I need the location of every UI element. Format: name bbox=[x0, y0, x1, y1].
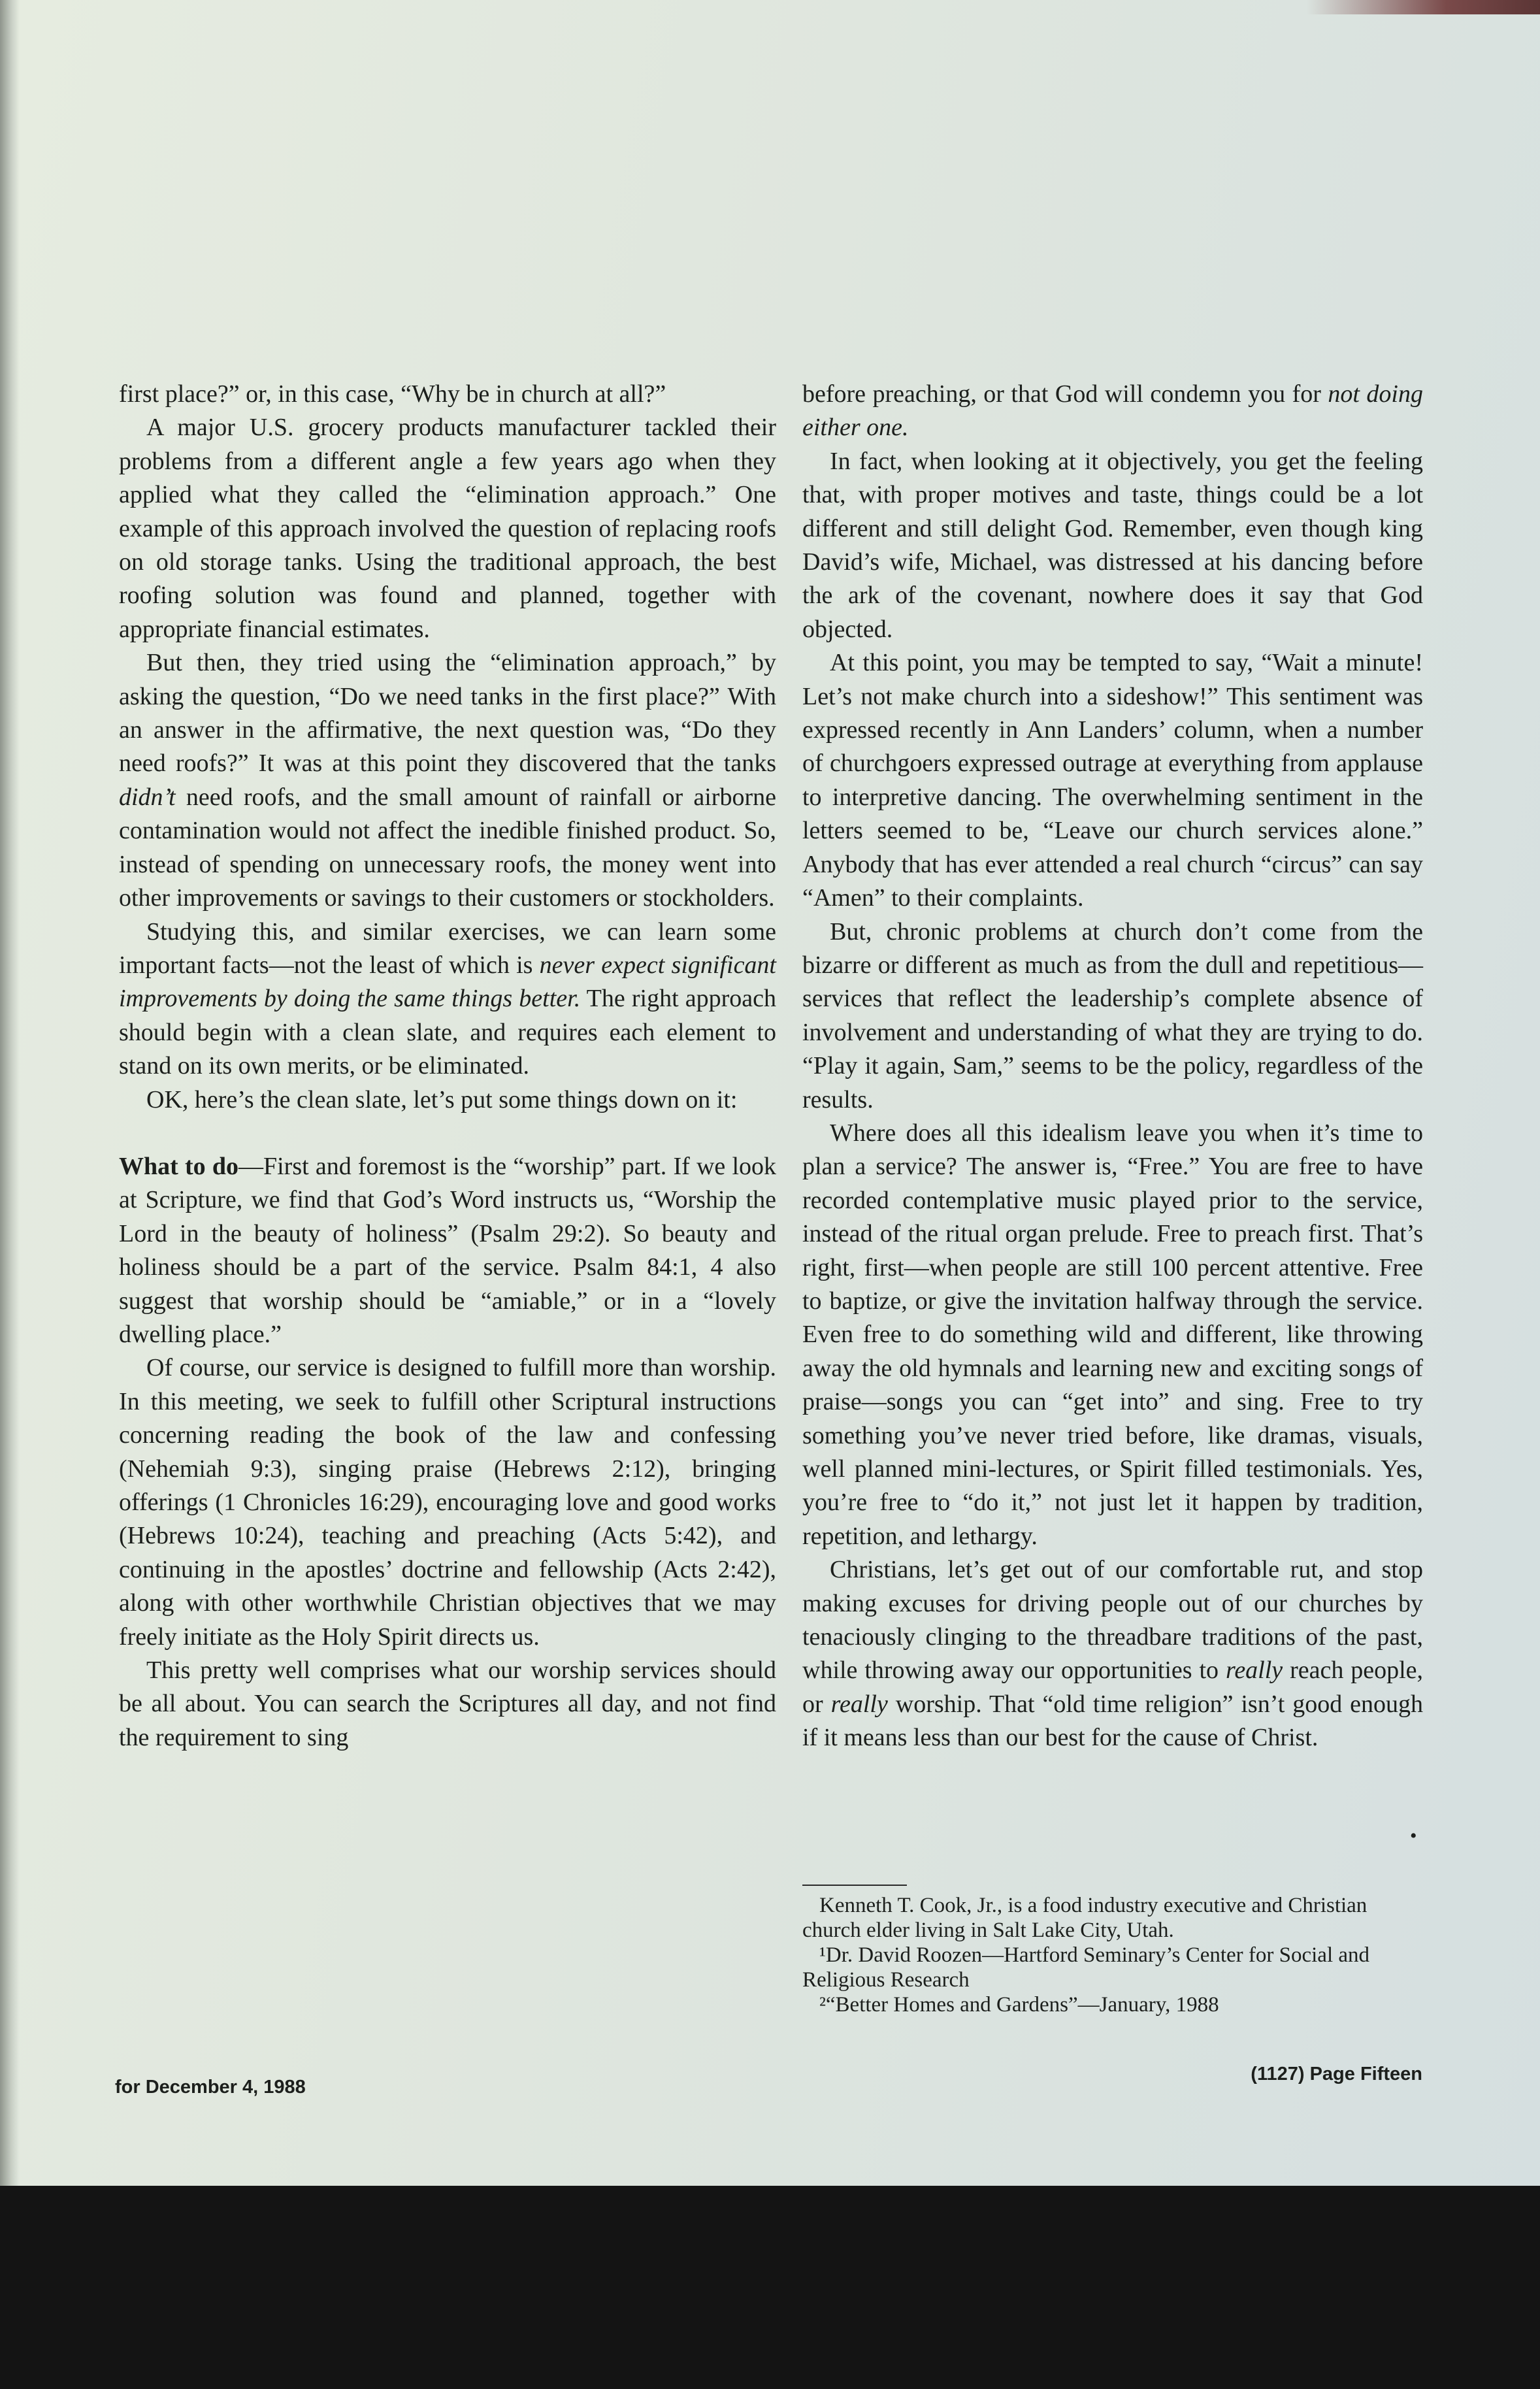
issue-date-folio: for December 4, 1988 bbox=[115, 2077, 306, 2098]
text-run: But then, they tried using the “elimination approach,” by asking the question, “Do we need tanks in the first place?” With an answer in the affirmative, the next question was, “Do they need roofs?” It was at this point they discovered that the tanks bbox=[119, 649, 776, 778]
paragraph: This pretty well comprises what our worship services should be all about. You can search the Scriptures all day, and not find the requirement to sing bbox=[119, 1656, 776, 1751]
end-of-article-mark: • bbox=[1410, 1825, 1417, 1847]
paragraph: But, chronic problems at church don’t come from the bizarre or different as much as from the dull and repetitious—services that reflect the leadership’s complete absence of involvement and understanding of what they are trying to do. “Play it again, Sam,” seems to be the policy, regardless of the results. bbox=[802, 917, 1423, 1113]
text-run: —First and foremost is the “worship” part. If we look at Scripture, we find that God’s Word instructs us, “Worship the Lord in the beauty of holiness” (Psalm 29:2). So beauty and holiness should be a part of the service. Psalm 84:1, 4 also suggest that worship should be “amiable,” or in a “lovely dwelling place.” bbox=[119, 1152, 777, 1348]
run-in-heading: What to do bbox=[119, 1152, 238, 1180]
text-run: worship. That “old time religion” isn’t good enough if it means less than our best for the cause of Christ. bbox=[802, 1690, 1423, 1752]
emphasis: not doing either one. bbox=[802, 380, 1423, 442]
footnotes bbox=[802, 1893, 1423, 2017]
paragraph: Where does all this idealism leave you when it’s time to plan a service? The answer is, “Free.” You are free to have recorded contemplative music played prior to the service, instead of the ritual organ prelude. Free to preach first. That’s right, first—when people are still 100 percent attentive. Free to baptize, or give the invitation halfway through the service. Even free to do something wild and different, like throwing away the old hymnals and learning new and exciting songs of praise—songs you can “get into” and sing. Free to try something you’ve never tried before, like dramas, visuals, well planned mini-lectures, or Spirit filled testimonials. Yes, you’re free to “do it,” not just let it happen by tradition, repetition, and lethargy. bbox=[802, 1119, 1423, 1550]
footnote-rule bbox=[802, 1885, 907, 1886]
footnote: ¹Dr. David Roozen—Hartford Seminary’s Center for Social and Religious Research bbox=[802, 1943, 1370, 1992]
paragraph: Of course, our service is designed to fulfill more than worship. In this meeting, we seek to fulfill other Scriptural instructions concerning reading the book of the law and confessing (Nehemiah 9:3), singing praise (Hebrews 2:12), bringing offerings (1 Chronicles 16:29), encouraging love and good works (Hebrews 10:24), teaching and preaching (Acts 5:42), and continuing in the apostles’ doctrine and fellowship (Acts 2:42), along with other worthwhile Christian objectives that we may freely initiate as the Holy Spirit directs us. bbox=[119, 1354, 776, 1651]
show-through-shadow bbox=[510, 163, 1490, 268]
footnote: ²“Better Homes and Gardens”—January, 1988 bbox=[819, 1993, 1219, 2017]
text-run: need roofs, and the small amount of rainfall or airborne contamination would not affect the inedible finished product. So, instead of spending on unnecessary roofs, the money went into other improvements or savings to their customers or stockholders. bbox=[119, 783, 776, 912]
text-run: reach people, or bbox=[802, 1656, 1424, 1718]
page-number-folio: (1127) Page Fifteen bbox=[1251, 2064, 1422, 2084]
emphasis: never expect significant improvements by doing the same things better. bbox=[119, 951, 776, 1013]
page-edge-strip bbox=[1307, 0, 1540, 14]
paragraph: OK, here’s the clean slate, let’s put some things down on it: bbox=[146, 1085, 738, 1113]
left-column bbox=[119, 378, 776, 1755]
paragraph bbox=[802, 378, 1423, 445]
paragraph: At this point, you may be tempted to say, “Wait a minute! Let’s not make church into a sideshow!” This sentiment was expressed recently in Ann Landers’ column, when a number of churchgoers expressed outrage at everything from applause to interpretive dancing. The overwhelming sentiment in the letters seemed to be, “Leave our church services alone.” Anybody that has ever attended a real church “circus” can say “Amen” to their complaints. bbox=[802, 649, 1423, 912]
paragraph: first place?” or, in this case, “Why be in church at all?” bbox=[119, 380, 666, 408]
right-column bbox=[802, 378, 1423, 1755]
emphasis: really bbox=[830, 1690, 888, 1718]
author-bio: Kenneth T. Cook, Jr., is a food industry executive and Christian church elder living in Salt Lake City, Utah. bbox=[802, 1894, 1368, 1942]
paragraph bbox=[119, 1150, 776, 1351]
binding-shadow bbox=[0, 0, 20, 2186]
paragraph: In fact, when looking at it objectively, you get the feeling that, with proper motives and taste, things could be a lot different and still delight God. Remember, even though king David’s wife, Michael, was distressed at his dancing before the ark of the covenant, nowhere does it say that God objected. bbox=[802, 447, 1423, 643]
paragraph: A major U.S. grocery products manufacturer tackled their problems from a different angle a few years ago when they applied what they called the “elimination approach.” One example of this approach involved the question of replacing roofs on old storage tanks. Using the traditional approach, the best roofing solution was found and planned, together with appropriate financial estimates. bbox=[119, 414, 776, 643]
paragraph bbox=[802, 1553, 1423, 1755]
text-run: before preaching, or that God will condemn you for bbox=[802, 380, 1328, 408]
text-run: Christians, let’s get out of our comfortable rut, and stop making excuses for driving people out of our churches by tenaciously clinging to the threadbare traditions of the past, while throwing away our opportunities to bbox=[802, 1556, 1423, 1685]
paragraph bbox=[119, 646, 776, 915]
text-run: The right approach should begin with a clean slate, and requires each element to stand on its own merits, or be eliminated. bbox=[119, 985, 776, 1080]
paragraph bbox=[119, 915, 776, 1083]
emphasis: really bbox=[1225, 1656, 1283, 1685]
emphasis: didn’t bbox=[119, 783, 176, 811]
text-run: Studying this, and similar exercises, we can learn some important facts—not the least of which is bbox=[119, 917, 776, 979]
